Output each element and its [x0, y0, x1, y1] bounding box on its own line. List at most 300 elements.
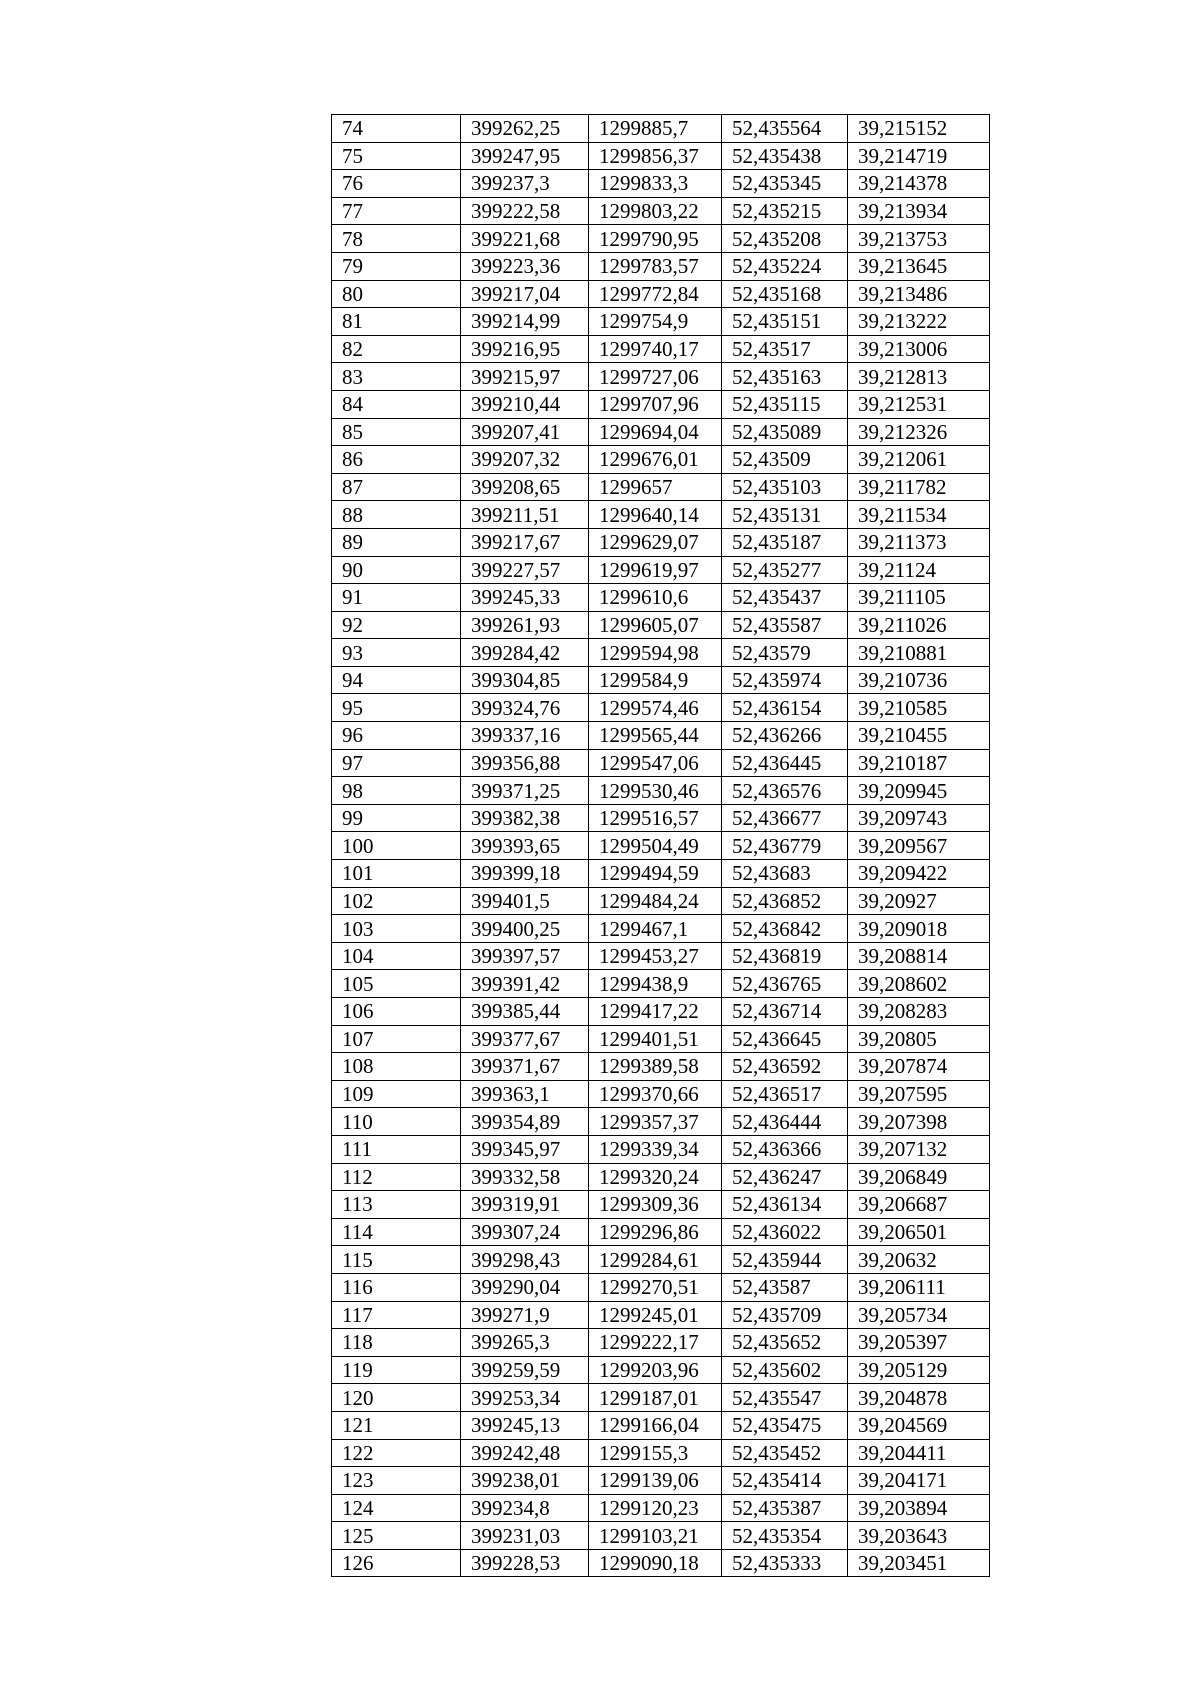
y-coordinate-cell: 1299619,97 — [589, 556, 722, 584]
table-row — [332, 1191, 990, 1219]
x-coordinate-cell: 399371,25 — [461, 777, 589, 805]
longitude-cell: 39,209567 — [848, 832, 990, 860]
table-row — [332, 390, 990, 418]
longitude-cell: 39,210881 — [848, 639, 990, 667]
x-coordinate-cell: 399207,32 — [461, 446, 589, 474]
latitude-cell: 52,436266 — [722, 722, 848, 750]
latitude-cell: 52,436592 — [722, 1053, 848, 1081]
point-number-cell: 93 — [332, 639, 461, 667]
point-number-cell: 78 — [332, 225, 461, 253]
latitude-cell: 52,435387 — [722, 1494, 848, 1522]
x-coordinate-cell: 399298,43 — [461, 1246, 589, 1274]
longitude-cell: 39,214378 — [848, 170, 990, 198]
y-coordinate-cell: 1299856,37 — [589, 142, 722, 170]
x-coordinate-cell: 399382,38 — [461, 804, 589, 832]
table-row — [332, 1218, 990, 1246]
point-number-cell: 117 — [332, 1301, 461, 1329]
longitude-cell: 39,205397 — [848, 1329, 990, 1357]
point-number-cell: 115 — [332, 1246, 461, 1274]
y-coordinate-cell: 1299484,24 — [589, 887, 722, 915]
latitude-cell: 52,43517 — [722, 335, 848, 363]
latitude-cell: 52,436819 — [722, 942, 848, 970]
longitude-cell: 39,212061 — [848, 446, 990, 474]
latitude-cell: 52,436842 — [722, 915, 848, 943]
longitude-cell: 39,213934 — [848, 197, 990, 225]
x-coordinate-cell: 399217,67 — [461, 528, 589, 556]
y-coordinate-cell: 1299309,36 — [589, 1191, 722, 1219]
point-number-cell: 89 — [332, 528, 461, 556]
x-coordinate-cell: 399354,89 — [461, 1108, 589, 1136]
point-number-cell: 87 — [332, 473, 461, 501]
point-number-cell: 106 — [332, 998, 461, 1026]
y-coordinate-cell: 1299120,23 — [589, 1494, 722, 1522]
table-row — [332, 1356, 990, 1384]
latitude-cell: 52,43587 — [722, 1273, 848, 1301]
latitude-cell: 52,436779 — [722, 832, 848, 860]
x-coordinate-cell: 399228,53 — [461, 1549, 589, 1577]
y-coordinate-cell: 1299754,9 — [589, 308, 722, 336]
longitude-cell: 39,209945 — [848, 777, 990, 805]
y-coordinate-cell: 1299772,84 — [589, 280, 722, 308]
y-coordinate-cell: 1299727,06 — [589, 363, 722, 391]
table-row — [332, 832, 990, 860]
latitude-cell: 52,435452 — [722, 1439, 848, 1467]
longitude-cell: 39,206687 — [848, 1191, 990, 1219]
latitude-cell: 52,436576 — [722, 777, 848, 805]
x-coordinate-cell: 399207,41 — [461, 418, 589, 446]
x-coordinate-cell: 399237,3 — [461, 170, 589, 198]
longitude-cell: 39,211534 — [848, 501, 990, 529]
latitude-cell: 52,436022 — [722, 1218, 848, 1246]
point-number-cell: 80 — [332, 280, 461, 308]
table-row — [332, 473, 990, 501]
table-row — [332, 1494, 990, 1522]
table-row — [332, 998, 990, 1026]
point-number-cell: 119 — [332, 1356, 461, 1384]
longitude-cell: 39,203451 — [848, 1549, 990, 1577]
point-number-cell: 109 — [332, 1080, 461, 1108]
table-row — [332, 556, 990, 584]
point-number-cell: 122 — [332, 1439, 461, 1467]
y-coordinate-cell: 1299594,98 — [589, 639, 722, 667]
table-row — [332, 777, 990, 805]
y-coordinate-cell: 1299516,57 — [589, 804, 722, 832]
y-coordinate-cell: 1299504,49 — [589, 832, 722, 860]
x-coordinate-cell: 399271,9 — [461, 1301, 589, 1329]
x-coordinate-cell: 399391,42 — [461, 970, 589, 998]
table-row — [332, 804, 990, 832]
latitude-cell: 52,43683 — [722, 860, 848, 888]
point-number-cell: 86 — [332, 446, 461, 474]
x-coordinate-cell: 399242,48 — [461, 1439, 589, 1467]
latitude-cell: 52,436247 — [722, 1163, 848, 1191]
y-coordinate-cell: 1299166,04 — [589, 1411, 722, 1439]
x-coordinate-cell: 399337,16 — [461, 722, 589, 750]
longitude-cell: 39,204878 — [848, 1384, 990, 1412]
table-row — [332, 363, 990, 391]
table-row — [332, 252, 990, 280]
latitude-cell: 52,43579 — [722, 639, 848, 667]
longitude-cell: 39,204411 — [848, 1439, 990, 1467]
table-row — [332, 170, 990, 198]
point-number-cell: 75 — [332, 142, 461, 170]
x-coordinate-cell: 399400,25 — [461, 915, 589, 943]
table-row — [332, 115, 990, 143]
latitude-cell: 52,435151 — [722, 308, 848, 336]
latitude-cell: 52,435547 — [722, 1384, 848, 1412]
longitude-cell: 39,214719 — [848, 142, 990, 170]
latitude-cell: 52,435187 — [722, 528, 848, 556]
latitude-cell: 52,435437 — [722, 584, 848, 612]
point-number-cell: 79 — [332, 252, 461, 280]
x-coordinate-cell: 399363,1 — [461, 1080, 589, 1108]
longitude-cell: 39,210585 — [848, 694, 990, 722]
latitude-cell: 52,436852 — [722, 887, 848, 915]
point-number-cell: 124 — [332, 1494, 461, 1522]
x-coordinate-cell: 399245,33 — [461, 584, 589, 612]
latitude-cell: 52,436445 — [722, 749, 848, 777]
x-coordinate-cell: 399307,24 — [461, 1218, 589, 1246]
longitude-cell: 39,20927 — [848, 887, 990, 915]
longitude-cell: 39,20805 — [848, 1025, 990, 1053]
x-coordinate-cell: 399261,93 — [461, 611, 589, 639]
latitude-cell: 52,436154 — [722, 694, 848, 722]
latitude-cell: 52,435208 — [722, 225, 848, 253]
longitude-cell: 39,213753 — [848, 225, 990, 253]
point-number-cell: 76 — [332, 170, 461, 198]
y-coordinate-cell: 1299389,58 — [589, 1053, 722, 1081]
y-coordinate-cell: 1299676,01 — [589, 446, 722, 474]
longitude-cell: 39,213486 — [848, 280, 990, 308]
table-row — [332, 694, 990, 722]
point-number-cell: 125 — [332, 1522, 461, 1550]
x-coordinate-cell: 399208,65 — [461, 473, 589, 501]
x-coordinate-cell: 399319,91 — [461, 1191, 589, 1219]
point-number-cell: 97 — [332, 749, 461, 777]
table-row — [332, 1549, 990, 1577]
y-coordinate-cell: 1299707,96 — [589, 390, 722, 418]
table-row — [332, 584, 990, 612]
table-row — [332, 1246, 990, 1274]
table-row — [332, 639, 990, 667]
latitude-cell: 52,436444 — [722, 1108, 848, 1136]
latitude-cell: 52,435974 — [722, 666, 848, 694]
y-coordinate-cell: 1299270,51 — [589, 1273, 722, 1301]
x-coordinate-cell: 399216,95 — [461, 335, 589, 363]
latitude-cell: 52,435414 — [722, 1467, 848, 1495]
latitude-cell: 52,436517 — [722, 1080, 848, 1108]
longitude-cell: 39,205734 — [848, 1301, 990, 1329]
y-coordinate-cell: 1299790,95 — [589, 225, 722, 253]
table-row — [332, 1053, 990, 1081]
point-number-cell: 81 — [332, 308, 461, 336]
longitude-cell: 39,206111 — [848, 1273, 990, 1301]
point-number-cell: 120 — [332, 1384, 461, 1412]
table-row — [332, 611, 990, 639]
longitude-cell: 39,210187 — [848, 749, 990, 777]
latitude-cell: 52,435163 — [722, 363, 848, 391]
x-coordinate-cell: 399245,13 — [461, 1411, 589, 1439]
table-row — [332, 1467, 990, 1495]
point-number-cell: 100 — [332, 832, 461, 860]
y-coordinate-cell: 1299530,46 — [589, 777, 722, 805]
longitude-cell: 39,203894 — [848, 1494, 990, 1522]
table-row — [332, 1135, 990, 1163]
y-coordinate-cell: 1299339,34 — [589, 1135, 722, 1163]
longitude-cell: 39,211105 — [848, 584, 990, 612]
point-number-cell: 110 — [332, 1108, 461, 1136]
y-coordinate-cell: 1299245,01 — [589, 1301, 722, 1329]
latitude-cell: 52,435345 — [722, 170, 848, 198]
coordinates-table — [331, 114, 990, 1577]
table-row — [332, 197, 990, 225]
x-coordinate-cell: 399211,51 — [461, 501, 589, 529]
longitude-cell: 39,208283 — [848, 998, 990, 1026]
coordinates-table-body — [332, 115, 990, 1577]
longitude-cell: 39,213006 — [848, 335, 990, 363]
point-number-cell: 107 — [332, 1025, 461, 1053]
point-number-cell: 96 — [332, 722, 461, 750]
longitude-cell: 39,206849 — [848, 1163, 990, 1191]
latitude-cell: 52,435564 — [722, 115, 848, 143]
table-row — [332, 942, 990, 970]
x-coordinate-cell: 399259,59 — [461, 1356, 589, 1384]
table-row — [332, 1273, 990, 1301]
x-coordinate-cell: 399221,68 — [461, 225, 589, 253]
x-coordinate-cell: 399332,58 — [461, 1163, 589, 1191]
point-number-cell: 91 — [332, 584, 461, 612]
point-number-cell: 90 — [332, 556, 461, 584]
x-coordinate-cell: 399385,44 — [461, 998, 589, 1026]
longitude-cell: 39,204569 — [848, 1411, 990, 1439]
table-row — [332, 225, 990, 253]
longitude-cell: 39,210455 — [848, 722, 990, 750]
table-row — [332, 722, 990, 750]
x-coordinate-cell: 399265,3 — [461, 1329, 589, 1357]
point-number-cell: 92 — [332, 611, 461, 639]
point-number-cell: 88 — [332, 501, 461, 529]
x-coordinate-cell: 399324,76 — [461, 694, 589, 722]
latitude-cell: 52,435115 — [722, 390, 848, 418]
point-number-cell: 104 — [332, 942, 461, 970]
point-number-cell: 112 — [332, 1163, 461, 1191]
latitude-cell: 52,43509 — [722, 446, 848, 474]
point-number-cell: 126 — [332, 1549, 461, 1577]
longitude-cell: 39,207874 — [848, 1053, 990, 1081]
point-number-cell: 103 — [332, 915, 461, 943]
longitude-cell: 39,207132 — [848, 1135, 990, 1163]
longitude-cell: 39,211373 — [848, 528, 990, 556]
y-coordinate-cell: 1299320,24 — [589, 1163, 722, 1191]
y-coordinate-cell: 1299296,86 — [589, 1218, 722, 1246]
y-coordinate-cell: 1299640,14 — [589, 501, 722, 529]
table-row — [332, 1329, 990, 1357]
table-row — [332, 1108, 990, 1136]
x-coordinate-cell: 399401,5 — [461, 887, 589, 915]
x-coordinate-cell: 399399,18 — [461, 860, 589, 888]
point-number-cell: 95 — [332, 694, 461, 722]
longitude-cell: 39,215152 — [848, 115, 990, 143]
longitude-cell: 39,21124 — [848, 556, 990, 584]
x-coordinate-cell: 399262,25 — [461, 115, 589, 143]
longitude-cell: 39,209422 — [848, 860, 990, 888]
y-coordinate-cell: 1299629,07 — [589, 528, 722, 556]
latitude-cell: 52,435602 — [722, 1356, 848, 1384]
table-row — [332, 1522, 990, 1550]
table-row — [332, 1025, 990, 1053]
latitude-cell: 52,435168 — [722, 280, 848, 308]
y-coordinate-cell: 1299605,07 — [589, 611, 722, 639]
point-number-cell: 121 — [332, 1411, 461, 1439]
latitude-cell: 52,435944 — [722, 1246, 848, 1274]
longitude-cell: 39,203643 — [848, 1522, 990, 1550]
point-number-cell: 82 — [332, 335, 461, 363]
longitude-cell: 39,209018 — [848, 915, 990, 943]
table-row — [332, 970, 990, 998]
point-number-cell: 108 — [332, 1053, 461, 1081]
table-row — [332, 1301, 990, 1329]
y-coordinate-cell: 1299584,9 — [589, 666, 722, 694]
latitude-cell: 52,435277 — [722, 556, 848, 584]
latitude-cell: 52,436677 — [722, 804, 848, 832]
y-coordinate-cell: 1299783,57 — [589, 252, 722, 280]
longitude-cell: 39,207398 — [848, 1108, 990, 1136]
latitude-cell: 52,436134 — [722, 1191, 848, 1219]
longitude-cell: 39,207595 — [848, 1080, 990, 1108]
x-coordinate-cell: 399290,04 — [461, 1273, 589, 1301]
y-coordinate-cell: 1299401,51 — [589, 1025, 722, 1053]
x-coordinate-cell: 399397,57 — [461, 942, 589, 970]
longitude-cell: 39,208602 — [848, 970, 990, 998]
point-number-cell: 74 — [332, 115, 461, 143]
table-row — [332, 528, 990, 556]
longitude-cell: 39,205129 — [848, 1356, 990, 1384]
point-number-cell: 105 — [332, 970, 461, 998]
latitude-cell: 52,435354 — [722, 1522, 848, 1550]
table-row — [332, 915, 990, 943]
latitude-cell: 52,435131 — [722, 501, 848, 529]
y-coordinate-cell: 1299370,66 — [589, 1080, 722, 1108]
point-number-cell: 123 — [332, 1467, 461, 1495]
y-coordinate-cell: 1299657 — [589, 473, 722, 501]
latitude-cell: 52,435587 — [722, 611, 848, 639]
x-coordinate-cell: 399377,67 — [461, 1025, 589, 1053]
latitude-cell: 52,435224 — [722, 252, 848, 280]
table-row — [332, 860, 990, 888]
x-coordinate-cell: 399214,99 — [461, 308, 589, 336]
table-row — [332, 887, 990, 915]
longitude-cell: 39,206501 — [848, 1218, 990, 1246]
latitude-cell: 52,435709 — [722, 1301, 848, 1329]
longitude-cell: 39,211782 — [848, 473, 990, 501]
latitude-cell: 52,436366 — [722, 1135, 848, 1163]
table-row — [332, 501, 990, 529]
y-coordinate-cell: 1299203,96 — [589, 1356, 722, 1384]
point-number-cell: 83 — [332, 363, 461, 391]
y-coordinate-cell: 1299467,1 — [589, 915, 722, 943]
table-row — [332, 335, 990, 363]
x-coordinate-cell: 399345,97 — [461, 1135, 589, 1163]
x-coordinate-cell: 399393,65 — [461, 832, 589, 860]
longitude-cell: 39,213645 — [848, 252, 990, 280]
table-row — [332, 1384, 990, 1412]
longitude-cell: 39,209743 — [848, 804, 990, 832]
y-coordinate-cell: 1299284,61 — [589, 1246, 722, 1274]
y-coordinate-cell: 1299103,21 — [589, 1522, 722, 1550]
longitude-cell: 39,204171 — [848, 1467, 990, 1495]
table-row — [332, 308, 990, 336]
y-coordinate-cell: 1299453,27 — [589, 942, 722, 970]
x-coordinate-cell: 399222,58 — [461, 197, 589, 225]
table-row — [332, 1411, 990, 1439]
latitude-cell: 52,436714 — [722, 998, 848, 1026]
y-coordinate-cell: 1299803,22 — [589, 197, 722, 225]
longitude-cell: 39,213222 — [848, 308, 990, 336]
y-coordinate-cell: 1299565,44 — [589, 722, 722, 750]
x-coordinate-cell: 399238,01 — [461, 1467, 589, 1495]
y-coordinate-cell: 1299740,17 — [589, 335, 722, 363]
point-number-cell: 77 — [332, 197, 461, 225]
table-row — [332, 1163, 990, 1191]
y-coordinate-cell: 1299187,01 — [589, 1384, 722, 1412]
x-coordinate-cell: 399234,8 — [461, 1494, 589, 1522]
y-coordinate-cell: 1299155,3 — [589, 1439, 722, 1467]
longitude-cell: 39,212813 — [848, 363, 990, 391]
y-coordinate-cell: 1299494,59 — [589, 860, 722, 888]
table-row — [332, 1439, 990, 1467]
table-row — [332, 749, 990, 777]
point-number-cell: 94 — [332, 666, 461, 694]
x-coordinate-cell: 399210,44 — [461, 390, 589, 418]
y-coordinate-cell: 1299222,17 — [589, 1329, 722, 1357]
y-coordinate-cell: 1299574,46 — [589, 694, 722, 722]
table-row — [332, 1080, 990, 1108]
x-coordinate-cell: 399356,88 — [461, 749, 589, 777]
y-coordinate-cell: 1299139,06 — [589, 1467, 722, 1495]
y-coordinate-cell: 1299694,04 — [589, 418, 722, 446]
x-coordinate-cell: 399223,36 — [461, 252, 589, 280]
y-coordinate-cell: 1299885,7 — [589, 115, 722, 143]
y-coordinate-cell: 1299357,37 — [589, 1108, 722, 1136]
longitude-cell: 39,208814 — [848, 942, 990, 970]
x-coordinate-cell: 399227,57 — [461, 556, 589, 584]
point-number-cell: 113 — [332, 1191, 461, 1219]
y-coordinate-cell: 1299610,6 — [589, 584, 722, 612]
x-coordinate-cell: 399247,95 — [461, 142, 589, 170]
latitude-cell: 52,435333 — [722, 1549, 848, 1577]
y-coordinate-cell: 1299547,06 — [589, 749, 722, 777]
table-row — [332, 418, 990, 446]
y-coordinate-cell: 1299833,3 — [589, 170, 722, 198]
x-coordinate-cell: 399371,67 — [461, 1053, 589, 1081]
table-row — [332, 446, 990, 474]
point-number-cell: 84 — [332, 390, 461, 418]
latitude-cell: 52,436765 — [722, 970, 848, 998]
table-row — [332, 666, 990, 694]
longitude-cell: 39,212326 — [848, 418, 990, 446]
x-coordinate-cell: 399284,42 — [461, 639, 589, 667]
x-coordinate-cell: 399304,85 — [461, 666, 589, 694]
point-number-cell: 85 — [332, 418, 461, 446]
point-number-cell: 101 — [332, 860, 461, 888]
point-number-cell: 118 — [332, 1329, 461, 1357]
latitude-cell: 52,435475 — [722, 1411, 848, 1439]
y-coordinate-cell: 1299438,9 — [589, 970, 722, 998]
x-coordinate-cell: 399231,03 — [461, 1522, 589, 1550]
x-coordinate-cell: 399215,97 — [461, 363, 589, 391]
x-coordinate-cell: 399253,34 — [461, 1384, 589, 1412]
point-number-cell: 116 — [332, 1273, 461, 1301]
